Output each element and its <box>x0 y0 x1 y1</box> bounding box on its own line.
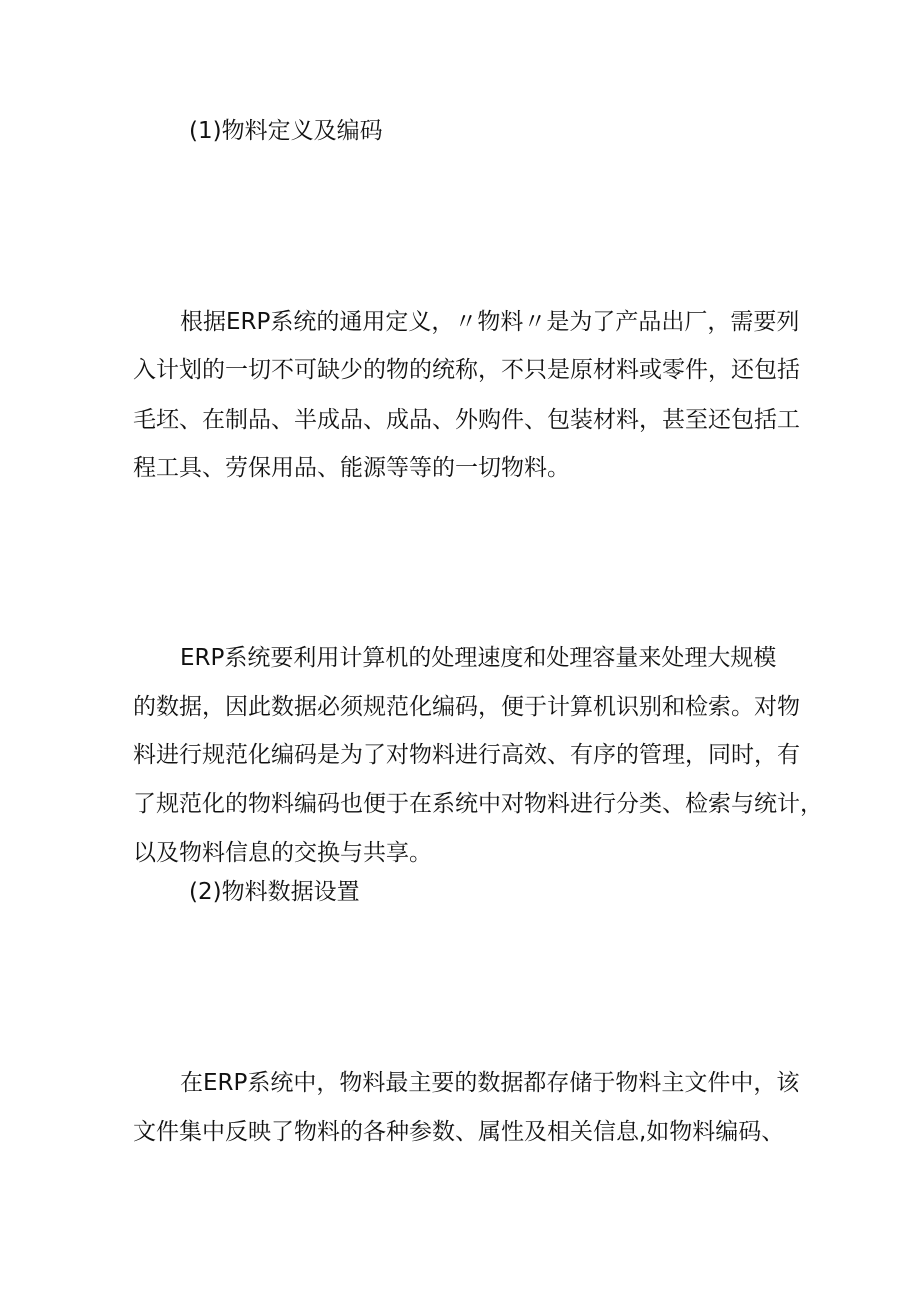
paragraph-line: 文件集中反映了物料的各种参数、属性及相关信息,如物料编码、 <box>133 1119 785 1145</box>
paragraph-line: 根据ERP系统的通用定义，〃物料〃是为了产品出厂，需要列 <box>180 309 800 335</box>
paragraph-line: 在ERP系统中，物料最主要的数据都存储于物料主文件中，该 <box>180 1070 800 1096</box>
section-heading-2: (2)物料数据设置 <box>189 879 360 905</box>
paragraph-line: 了规范化的物料编码也便于在系统中对物料进行分类、检索与统计， <box>133 791 823 817</box>
paragraph-line: 以及物料信息的交换与共享。 <box>133 840 432 866</box>
paragraph-line: 毛坯、在制品、半成品、成品、外购件、包装材料，甚至还包括工 <box>133 407 800 433</box>
paragraph-line: 料进行规范化编码是为了对物料进行高效、有序的管理，同时，有 <box>133 742 800 768</box>
paragraph-line: 程工具、劳保用品、能源等等的一切物料。 <box>133 455 570 481</box>
paragraph-line: 入计划的一切不可缺少的物的统称，不只是原材料或零件，还包括 <box>133 357 800 383</box>
paragraph-line: 的数据，因此数据必须规范化编码，便于计算机识别和检索。对物 <box>133 694 800 720</box>
section-heading-1: (1)物料定义及编码 <box>189 118 383 144</box>
paragraph-line: ERP系统要利用计算机的处理速度和处理容量来处理大规模 <box>180 645 777 671</box>
